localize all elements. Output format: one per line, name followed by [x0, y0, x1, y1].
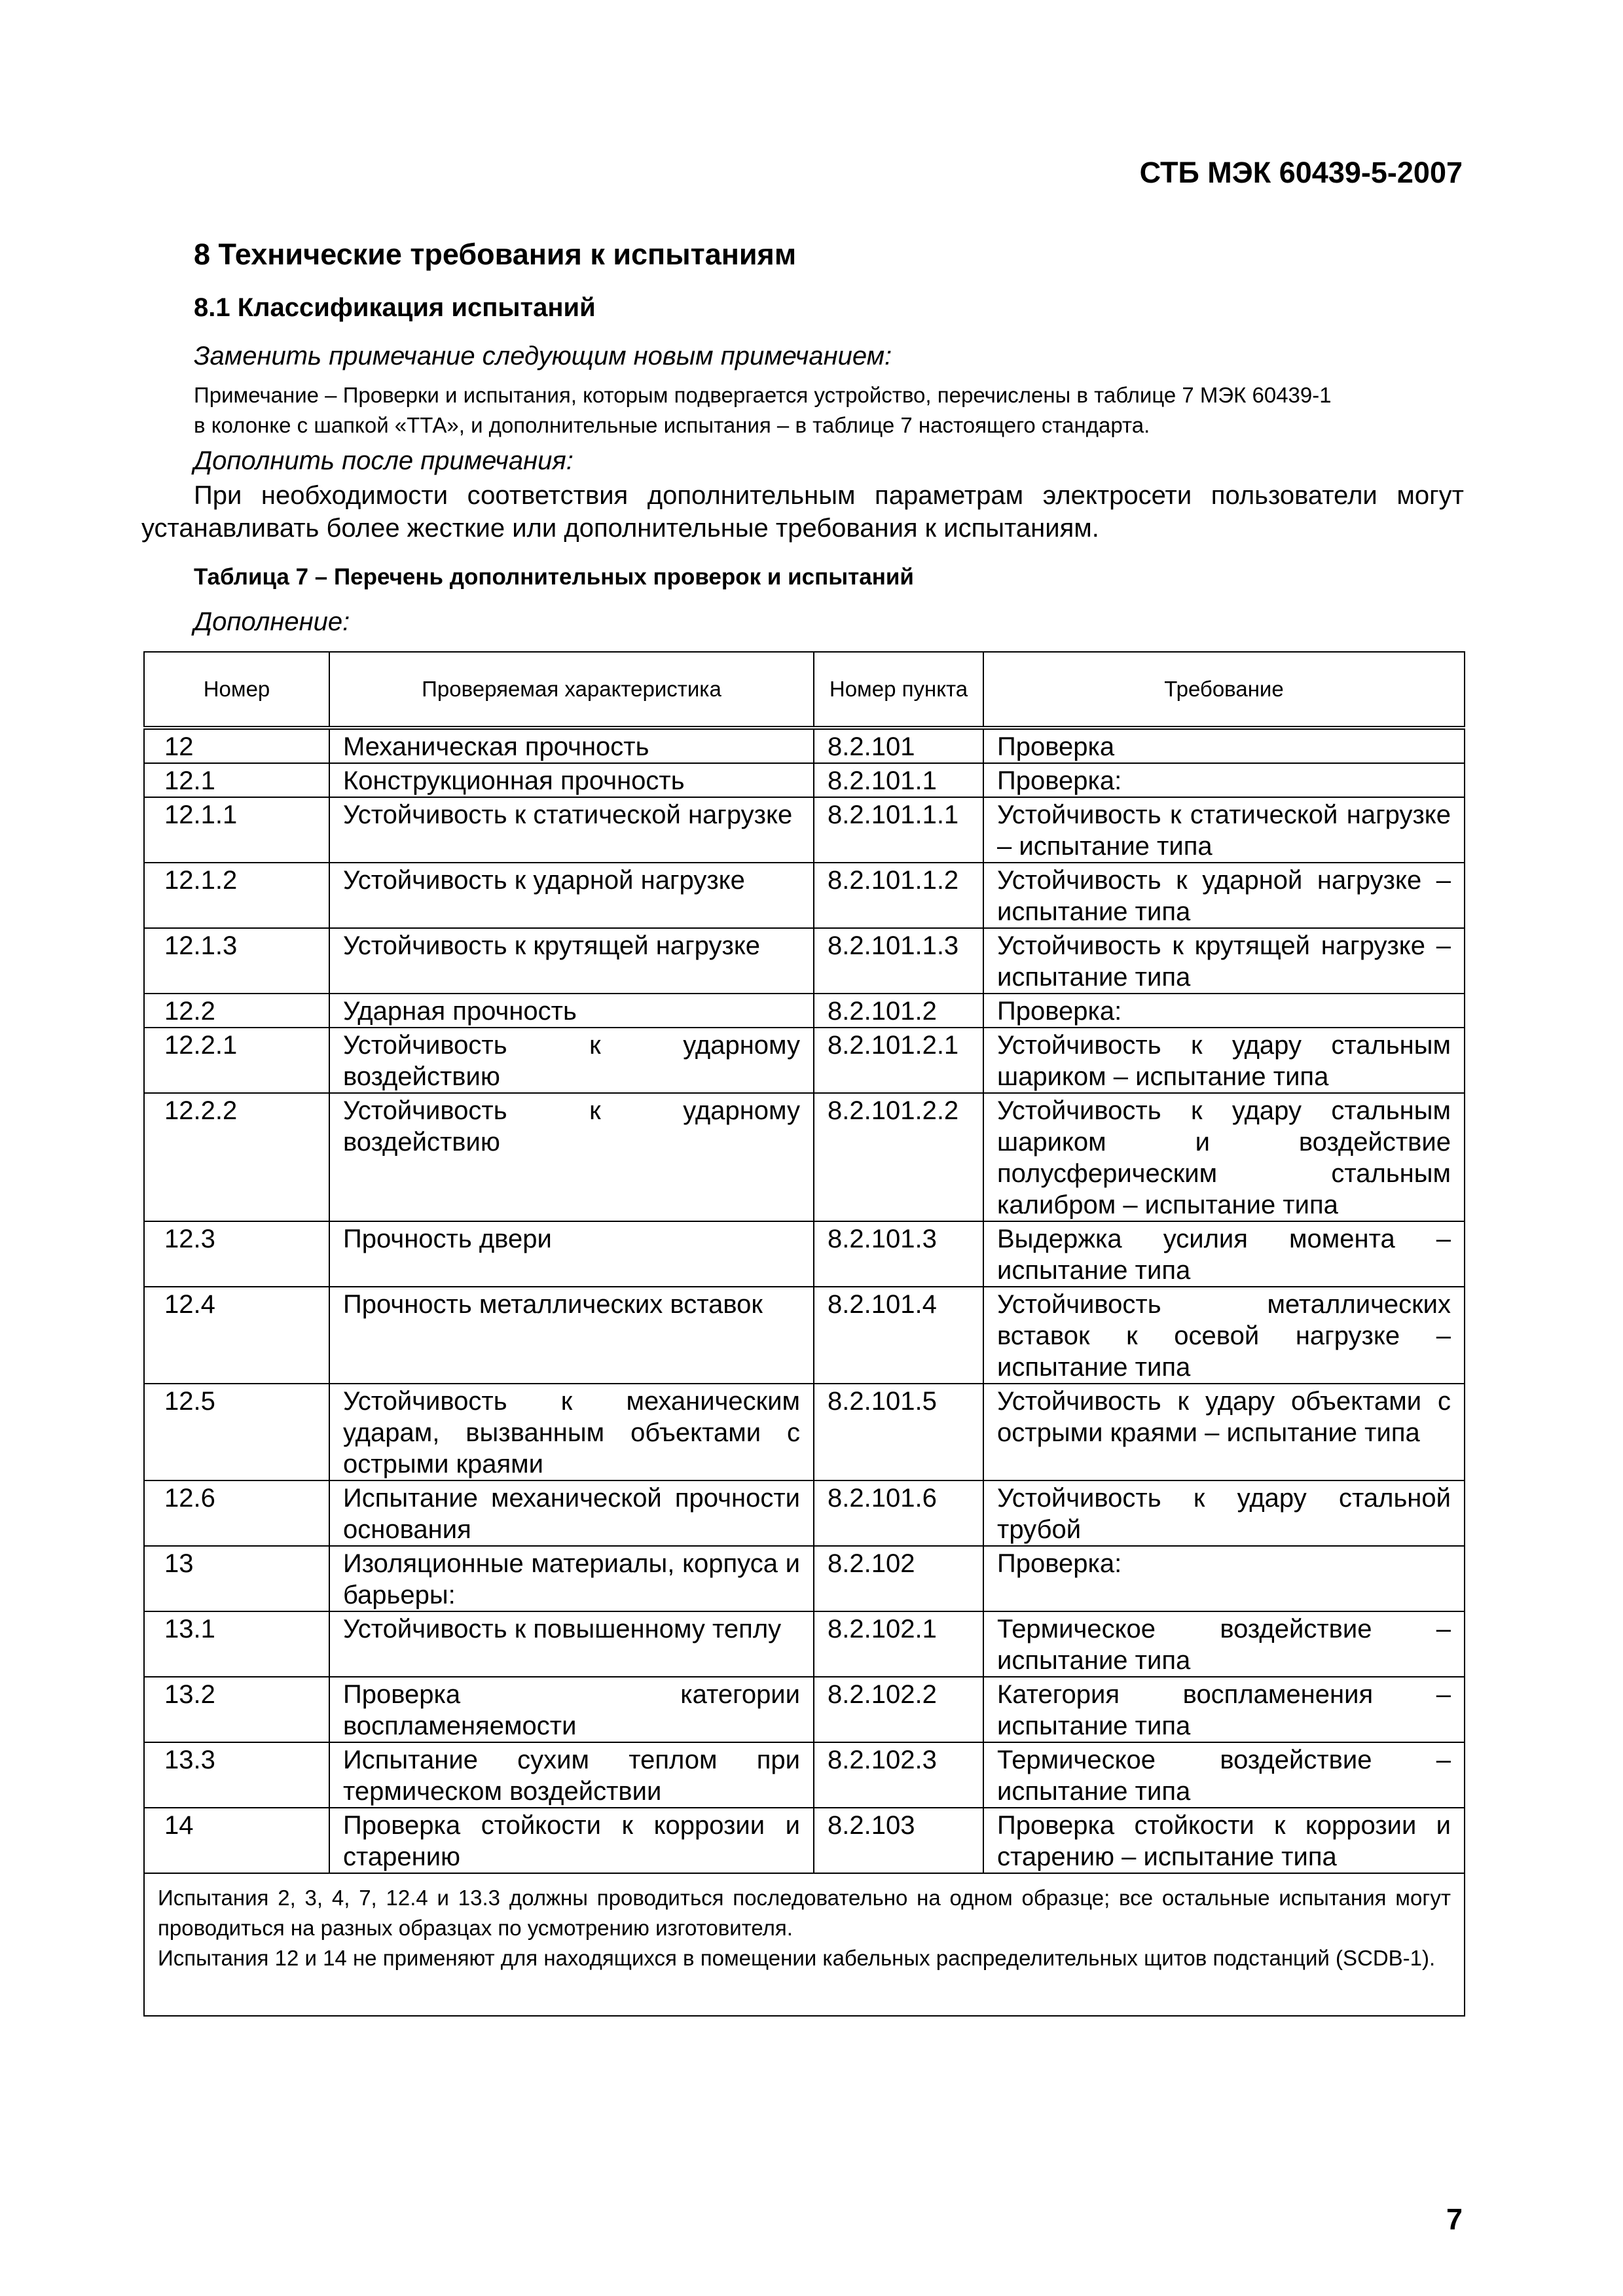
row-requirement: Проверка:: [983, 763, 1465, 797]
row-number: 12.1.3: [144, 928, 329, 994]
row-characteristic: Проверка категории воспламеняемости: [329, 1677, 814, 1742]
replace-note-instruction: Заменить примечание следующим новым примечанием:: [194, 342, 892, 370]
row-requirement: Проверка: [983, 728, 1465, 763]
row-clause: 8.2.101.2.2: [814, 1093, 983, 1221]
table-row: [144, 1384, 1465, 1480]
row-clause: 8.2.101.2: [814, 994, 983, 1028]
add-after-instruction: Дополнить после примечания:: [194, 446, 574, 475]
table-row: [144, 863, 1465, 928]
table-header-row: [144, 652, 1465, 728]
row-characteristic: Прочность металлических вставок: [329, 1287, 814, 1384]
table-row: [144, 1677, 1465, 1742]
table-row: [144, 763, 1465, 797]
row-number: 12.1.1: [144, 797, 329, 863]
row-number: 12.6: [144, 1480, 329, 1546]
addition-label: Дополнение:: [194, 607, 350, 636]
row-characteristic: Устойчивость к ударному воздействию: [329, 1093, 814, 1221]
row-clause: 8.2.101.1.1: [814, 797, 983, 863]
row-characteristic: Изоляционные материалы, корпуса и барьеры:: [329, 1546, 814, 1611]
table-row: [144, 1611, 1465, 1677]
row-characteristic: Устойчивость к механическим ударам, вызванным объектами с острыми краями: [329, 1384, 814, 1480]
table-row: [144, 728, 1465, 763]
row-requirement: Категория воспламенения – испытание типа: [983, 1677, 1465, 1742]
table-row: [144, 1287, 1465, 1384]
row-characteristic: Конструкционная прочность: [329, 763, 814, 797]
row-requirement: Проверка:: [983, 1546, 1465, 1611]
table-row: [144, 1221, 1465, 1287]
row-number: 12.2: [144, 994, 329, 1028]
row-requirement: Проверка:: [983, 994, 1465, 1028]
table-footnotes: [144, 1873, 1465, 2016]
row-number: 13: [144, 1546, 329, 1611]
row-characteristic: Проверка стойкости к коррозии и старению: [329, 1808, 814, 1873]
table-caption: Таблица 7 – Перечень дополнительных проверок и испытаний: [194, 564, 914, 590]
table-row: [144, 1808, 1465, 1873]
body-paragraph: При необходимости соответствия дополнительным параметрам электросети пользователи могут устанавливать более жесткие или дополнительные требования к испытаниям.: [141, 481, 1464, 543]
subsection-title: 8.1 Классификация испытаний: [194, 293, 596, 322]
row-clause: 8.2.101.6: [814, 1480, 983, 1546]
row-characteristic: Устойчивость к статической нагрузке: [329, 797, 814, 863]
row-number: 12.5: [144, 1384, 329, 1480]
row-clause: 8.2.102.3: [814, 1742, 983, 1808]
row-number: 12.4: [144, 1287, 329, 1384]
row-number: 12.1.2: [144, 863, 329, 928]
row-requirement: Устойчивость к удару стальным шариком и воздействие полусферическим стальным калибром – испытание типа: [983, 1093, 1465, 1221]
row-requirement: Выдержка усилия момента – испытание типа: [983, 1221, 1465, 1287]
table-row: [144, 928, 1465, 994]
table-row: [144, 1546, 1465, 1611]
row-requirement: Устойчивость к удару объектами с острыми краями – испытание типа: [983, 1384, 1465, 1480]
row-number: 14: [144, 1808, 329, 1873]
row-characteristic: Механическая прочность: [329, 728, 814, 763]
row-characteristic: Прочность двери: [329, 1221, 814, 1287]
page-number: 7: [1446, 2202, 1463, 2236]
row-clause: 8.2.102.1: [814, 1611, 983, 1677]
standard-code: СТБ МЭК 60439-5-2007: [1139, 156, 1463, 189]
row-clause: 8.2.101.4: [814, 1287, 983, 1384]
row-clause: 8.2.101.1: [814, 763, 983, 797]
row-number: 12.2.1: [144, 1028, 329, 1093]
table-row: [144, 1480, 1465, 1546]
row-requirement: Устойчивость к удару стальной трубой: [983, 1480, 1465, 1546]
row-clause: 8.2.101: [814, 728, 983, 763]
header-number: Номер: [144, 652, 329, 728]
header-characteristic: Проверяемая характеристика: [329, 652, 814, 728]
row-clause: 8.2.102.2: [814, 1677, 983, 1742]
row-requirement: Термическое воздействие – испытание типа: [983, 1611, 1465, 1677]
row-number: 13.3: [144, 1742, 329, 1808]
row-clause: 8.2.101.3: [814, 1221, 983, 1287]
row-number: 13.2: [144, 1677, 329, 1742]
note-text-line-1: Примечание – Проверки и испытания, которым подвергается устройство, перечислены в таблице 7 МЭК 60439-1: [194, 383, 1332, 407]
row-characteristic: Испытание сухим теплом при термическом воздействии: [329, 1742, 814, 1808]
row-characteristic: Испытание механической прочности основания: [329, 1480, 814, 1546]
table-row: [144, 797, 1465, 863]
row-clause: 8.2.103: [814, 1808, 983, 1873]
header-clause: Номер пункта: [814, 652, 983, 728]
table-footnote-row: [144, 1873, 1465, 2016]
row-clause: 8.2.101.1.2: [814, 863, 983, 928]
requirements-table: [143, 651, 1465, 2017]
table-row: [144, 1742, 1465, 1808]
row-requirement: Устойчивость к удару стальным шариком – испытание типа: [983, 1028, 1465, 1093]
row-clause: 8.2.102: [814, 1546, 983, 1611]
row-characteristic: Устойчивость к ударной нагрузке: [329, 863, 814, 928]
row-number: 12.1: [144, 763, 329, 797]
row-characteristic: Устойчивость к ударному воздействию: [329, 1028, 814, 1093]
row-characteristic: Устойчивость к повышенному теплу: [329, 1611, 814, 1677]
row-number: 12: [144, 728, 329, 763]
row-requirement: Устойчивость металлических вставок к осевой нагрузке – испытание типа: [983, 1287, 1465, 1384]
row-number: 12.3: [144, 1221, 329, 1287]
header-requirement: Требование: [983, 652, 1465, 728]
row-requirement: Устойчивость к крутящей нагрузке – испытание типа: [983, 928, 1465, 994]
row-clause: 8.2.101.5: [814, 1384, 983, 1480]
row-requirement: Проверка стойкости к коррозии и старению – испытание типа: [983, 1808, 1465, 1873]
row-requirement: Устойчивость к статической нагрузке – испытание типа: [983, 797, 1465, 863]
row-requirement: Термическое воздействие – испытание типа: [983, 1742, 1465, 1808]
table-row: [144, 1028, 1465, 1093]
table-row: [144, 1093, 1465, 1221]
note-text-line-2: в колонке с шапкой «ТТА», и дополнительные испытания – в таблице 7 настоящего стандарта.: [194, 413, 1150, 437]
row-number: 13.1: [144, 1611, 329, 1677]
section-title: 8 Технические требования к испытаниям: [194, 238, 797, 271]
row-clause: 8.2.101.1.3: [814, 928, 983, 994]
table-row: [144, 994, 1465, 1028]
row-characteristic: Устойчивость к крутящей нагрузке: [329, 928, 814, 994]
footnote-2: Испытания 12 и 14 не применяют для находящихся в помещении кабельных распределительных щитов подстанций (SCDB-1).: [158, 1946, 1436, 1970]
row-number: 12.2.2: [144, 1093, 329, 1221]
row-requirement: Устойчивость к ударной нагрузке – испытание типа: [983, 863, 1465, 928]
row-clause: 8.2.101.2.1: [814, 1028, 983, 1093]
footnote-1: Испытания 2, 3, 4, 7, 12.4 и 13.3 должны проводиться последовательно на одном образце; все остальные испытания могут проводиться на разных образцах по усмотрению изготовителя.: [158, 1886, 1451, 1940]
row-characteristic: Ударная прочность: [329, 994, 814, 1028]
